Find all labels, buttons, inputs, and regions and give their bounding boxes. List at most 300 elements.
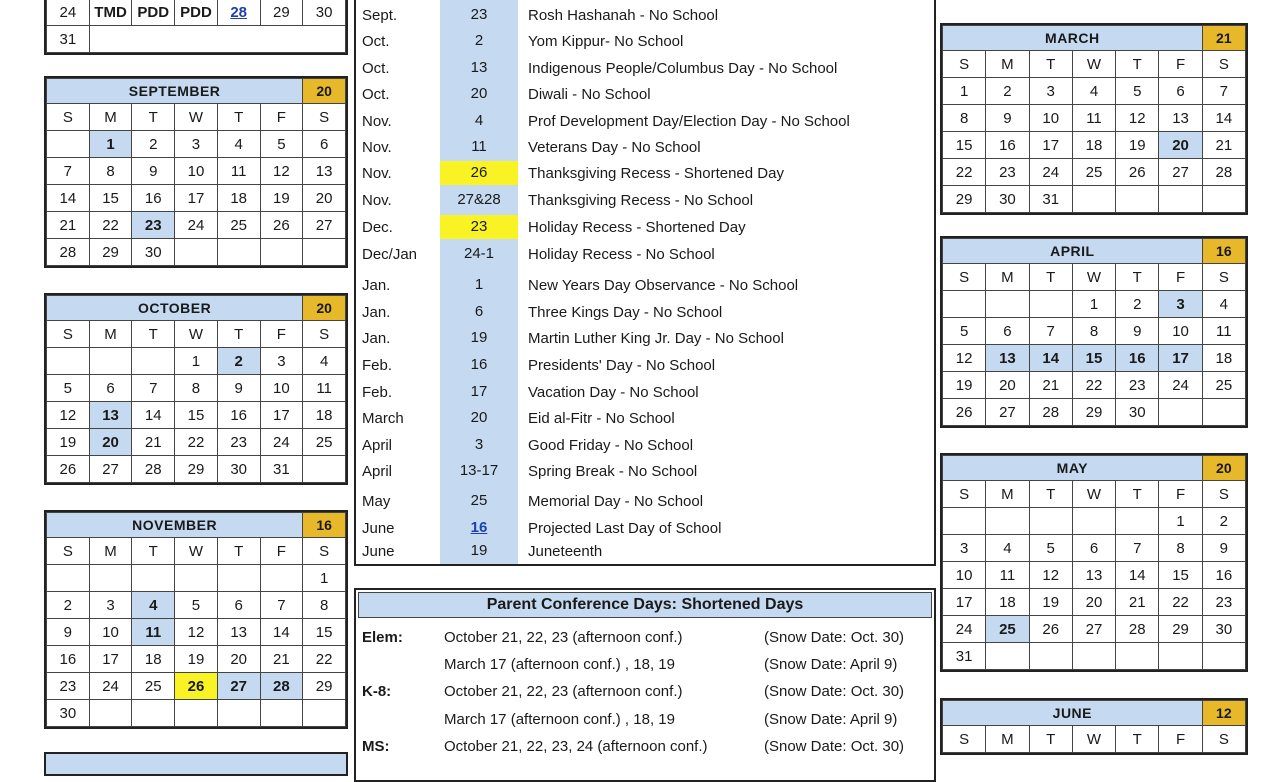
day-cell xyxy=(89,348,132,375)
month-name: JUNE xyxy=(943,701,1203,726)
day-cell: 30 xyxy=(132,239,175,266)
day-cell: 16 xyxy=(47,646,90,673)
day-cell xyxy=(175,239,218,266)
day-cell: 1 xyxy=(943,78,986,105)
day-cell: TMD xyxy=(89,0,132,26)
weekday-row xyxy=(943,481,1246,508)
day-cell: 20 xyxy=(1159,132,1202,159)
holiday-month: Nov. xyxy=(362,192,392,209)
conference-row xyxy=(356,626,934,648)
week-row xyxy=(47,456,346,483)
day-cell: 18 xyxy=(986,589,1029,616)
conference-dates: October 21, 22, 23, 24 (afternoon conf.) xyxy=(444,738,708,755)
day-cell: 30 xyxy=(986,186,1029,213)
day-cell: 23 xyxy=(47,673,90,700)
day-cell: 22 xyxy=(943,159,986,186)
day-cell: 29 xyxy=(943,186,986,213)
day-cell xyxy=(1029,291,1072,318)
holiday-month: Dec. xyxy=(362,219,393,236)
holiday-event: Presidents' Day - No School xyxy=(528,357,716,374)
day-cell: 14 xyxy=(1202,105,1245,132)
weekday-label: M xyxy=(986,264,1029,291)
holiday-date: 13-17 xyxy=(459,462,499,479)
holiday-date: 1 xyxy=(474,276,484,293)
day-cell: 18 xyxy=(1072,132,1115,159)
conference-row xyxy=(356,680,934,702)
holiday-row xyxy=(356,516,934,540)
holiday-row xyxy=(356,273,934,297)
holiday-row xyxy=(356,188,934,212)
week-row xyxy=(47,185,346,212)
day-cell: 25 xyxy=(1202,372,1245,399)
day-cell: 20 xyxy=(303,185,346,212)
month-header xyxy=(943,456,1246,481)
weekday-label: W xyxy=(175,104,218,131)
day-cell: 8 xyxy=(1159,535,1202,562)
day-cell: 19 xyxy=(1116,132,1159,159)
day-cell: 10 xyxy=(943,562,986,589)
day-cell: 12 xyxy=(260,158,303,185)
month-header xyxy=(47,513,346,538)
weekday-label: S xyxy=(47,104,90,131)
school-day-count: 12 xyxy=(1202,701,1245,726)
day-cell xyxy=(1159,186,1202,213)
month-header xyxy=(943,239,1246,264)
day-cell: 29 xyxy=(303,673,346,700)
weekday-label: S xyxy=(943,481,986,508)
day-cell: 19 xyxy=(260,185,303,212)
day-cell: 1 xyxy=(89,131,132,158)
april-calendar xyxy=(940,236,1248,428)
week-row xyxy=(943,616,1246,643)
school-day-count: 16 xyxy=(303,513,346,538)
day-cell: 21 xyxy=(132,429,175,456)
day-cell: 3 xyxy=(1029,78,1072,105)
day-cell: 13 xyxy=(303,158,346,185)
day-cell: 20 xyxy=(217,646,260,673)
holiday-event: New Years Day Observance - No School xyxy=(528,277,799,294)
day-cell xyxy=(1202,186,1245,213)
day-cell: 11 xyxy=(1202,318,1245,345)
holiday-date: 17 xyxy=(470,383,488,400)
weekday-label: S xyxy=(1202,264,1245,291)
day-cell: 26 xyxy=(175,673,218,700)
holiday-month: April xyxy=(362,437,393,454)
day-cell: 30 xyxy=(217,456,260,483)
weekday-label: W xyxy=(1072,481,1115,508)
day-cell: 31 xyxy=(47,26,90,53)
holiday-month: March xyxy=(362,410,404,427)
week-row xyxy=(47,429,346,456)
day-cell: 17 xyxy=(89,646,132,673)
day-cell: 1 xyxy=(303,565,346,592)
day-cell: 12 xyxy=(943,345,986,372)
holiday-month: June xyxy=(362,520,395,537)
day-cell: 9 xyxy=(1202,535,1245,562)
day-cell: 13 xyxy=(986,345,1029,372)
holiday-month: Feb. xyxy=(362,357,393,374)
day-cell: 29 xyxy=(1072,399,1115,426)
week-row xyxy=(47,239,346,266)
holiday-month: Nov. xyxy=(362,165,392,182)
holiday-month: Nov. xyxy=(362,139,392,156)
day-cell: 3 xyxy=(260,348,303,375)
day-cell xyxy=(175,565,218,592)
day-cell: 28 xyxy=(1116,616,1159,643)
weekday-label: T xyxy=(1116,481,1159,508)
holiday-date: 26 xyxy=(440,161,518,185)
week-row xyxy=(47,26,346,53)
day-cell: 30 xyxy=(303,0,346,26)
day-cell: 11 xyxy=(986,562,1029,589)
weekday-label: S xyxy=(1202,51,1245,78)
weekday-row xyxy=(47,538,346,565)
day-cell: 14 xyxy=(1116,562,1159,589)
week-row xyxy=(943,345,1246,372)
day-cell xyxy=(132,565,175,592)
day-cell: 17 xyxy=(260,402,303,429)
day-cell: 2 xyxy=(217,348,260,375)
holiday-month: Oct. xyxy=(362,60,390,77)
day-cell: 12 xyxy=(1116,105,1159,132)
weekday-label: M xyxy=(986,726,1029,753)
weekday-row xyxy=(943,726,1246,753)
holiday-month: Jan. xyxy=(362,277,391,294)
weekday-label: W xyxy=(1072,726,1115,753)
month-header xyxy=(943,26,1246,51)
holiday-month: Sept. xyxy=(362,7,398,24)
weekday-label: M xyxy=(986,51,1029,78)
day-cell: 22 xyxy=(175,429,218,456)
day-cell: 24 xyxy=(47,0,90,26)
day-cell: 20 xyxy=(89,429,132,456)
day-cell: 10 xyxy=(175,158,218,185)
holiday-event: Three Kings Day - No School xyxy=(528,304,723,321)
day-cell: 24 xyxy=(1159,372,1202,399)
holiday-date: 20 xyxy=(470,409,488,426)
day-cell xyxy=(303,456,346,483)
holiday-event: Spring Break - No School xyxy=(528,463,698,480)
holiday-date: 13 xyxy=(470,59,488,76)
holiday-row xyxy=(356,433,934,457)
day-cell: 7 xyxy=(1202,78,1245,105)
day-cell: 5 xyxy=(260,131,303,158)
day-cell: 2 xyxy=(47,592,90,619)
weekday-label: F xyxy=(260,321,303,348)
day-cell: 24 xyxy=(1029,159,1072,186)
day-cell: 2 xyxy=(1202,508,1245,535)
day-cell xyxy=(260,700,303,727)
day-cell: 30 xyxy=(1116,399,1159,426)
day-cell xyxy=(1029,508,1072,535)
weekday-row xyxy=(943,51,1246,78)
week-row xyxy=(943,132,1246,159)
week-row xyxy=(943,589,1246,616)
holiday-month: Oct. xyxy=(362,33,390,50)
day-cell: 6 xyxy=(217,592,260,619)
holiday-event: Holiday Recess - No School xyxy=(528,246,715,263)
day-cell xyxy=(986,643,1029,670)
weekday-label: T xyxy=(1116,51,1159,78)
day-cell xyxy=(943,508,986,535)
weekday-label: S xyxy=(47,321,90,348)
day-cell: 2 xyxy=(132,131,175,158)
holiday-date: 27&28 xyxy=(457,191,501,208)
day-cell: 4 xyxy=(1072,78,1115,105)
week-row xyxy=(943,562,1246,589)
day-cell: 23 xyxy=(986,159,1029,186)
day-cell: 15 xyxy=(89,185,132,212)
day-cell: 2 xyxy=(986,78,1029,105)
week-row xyxy=(943,535,1246,562)
holiday-event: Juneteenth xyxy=(528,543,603,560)
week-row xyxy=(47,158,346,185)
day-cell: 22 xyxy=(1072,372,1115,399)
weekday-label: S xyxy=(303,538,346,565)
day-cell: 11 xyxy=(1072,105,1115,132)
day-cell xyxy=(1116,508,1159,535)
day-cell: 24 xyxy=(260,429,303,456)
holiday-date: 20 xyxy=(470,85,488,102)
holiday-event: Thanksgiving Recess - No School xyxy=(528,192,754,209)
holiday-event: Martin Luther King Jr. Day - No School xyxy=(528,330,784,347)
day-cell: 11 xyxy=(303,375,346,402)
weekday-label: W xyxy=(175,538,218,565)
conference-row xyxy=(356,735,934,757)
day-cell xyxy=(1116,186,1159,213)
conference-level: Elem: xyxy=(362,629,403,646)
day-cell: 15 xyxy=(175,402,218,429)
day-cell: 8 xyxy=(1072,318,1115,345)
day-cell: 13 xyxy=(89,402,132,429)
day-cell: 9 xyxy=(217,375,260,402)
day-cell: 28 xyxy=(132,456,175,483)
day-cell: 30 xyxy=(47,700,90,727)
weekday-label: F xyxy=(260,538,303,565)
day-cell: 7 xyxy=(1116,535,1159,562)
day-cell: 26 xyxy=(1116,159,1159,186)
month-name: APRIL xyxy=(943,239,1203,264)
week-row xyxy=(943,291,1246,318)
day-cell xyxy=(217,700,260,727)
weekday-label: S xyxy=(943,726,986,753)
week-row xyxy=(47,348,346,375)
day-cell: 17 xyxy=(175,185,218,212)
day-cell: 27 xyxy=(217,673,260,700)
day-cell: 17 xyxy=(943,589,986,616)
day-cell: 31 xyxy=(260,456,303,483)
week-row xyxy=(47,646,346,673)
holiday-event: Eid al-Fitr - No School xyxy=(528,410,675,427)
conference-dates: October 21, 22, 23 (afternoon conf.) xyxy=(444,629,683,646)
day-cell xyxy=(1202,643,1245,670)
weekday-label: T xyxy=(1116,726,1159,753)
day-cell xyxy=(260,565,303,592)
holiday-date: 19 xyxy=(470,542,488,559)
day-cell: 28 xyxy=(1029,399,1072,426)
day-cell: 13 xyxy=(217,619,260,646)
day-cell: 4 xyxy=(217,131,260,158)
holiday-row xyxy=(356,242,934,266)
day-cell: 1 xyxy=(1159,508,1202,535)
day-cell: 9 xyxy=(986,105,1029,132)
day-cell: 26 xyxy=(260,212,303,239)
day-cell: 2 xyxy=(1116,291,1159,318)
weekday-label: S xyxy=(47,538,90,565)
day-cell: 10 xyxy=(1029,105,1072,132)
weekday-label: S xyxy=(1202,726,1245,753)
parent-conference-box xyxy=(354,588,936,782)
day-cell: 16 xyxy=(132,185,175,212)
day-cell: 29 xyxy=(1159,616,1202,643)
holiday-month: Dec/Jan xyxy=(362,246,418,263)
holiday-event: Veterans Day - No School xyxy=(528,139,701,156)
day-cell: 13 xyxy=(1072,562,1115,589)
holiday-event: Rosh Hashanah - No School xyxy=(528,7,719,24)
holiday-event: Memorial Day - No School xyxy=(528,493,704,510)
weekday-label: T xyxy=(1116,264,1159,291)
day-cell xyxy=(47,565,90,592)
holiday-event: Good Friday - No School xyxy=(528,437,694,454)
day-cell: 16 xyxy=(1116,345,1159,372)
week-row xyxy=(943,318,1246,345)
month-header xyxy=(943,701,1246,726)
snow-date: (Snow Date: Oct. 30) xyxy=(764,629,905,646)
day-cell: 24 xyxy=(943,616,986,643)
snow-date: (Snow Date: April 9) xyxy=(764,656,898,673)
day-cell: 22 xyxy=(1159,589,1202,616)
may-calendar xyxy=(940,453,1248,672)
conference-row xyxy=(356,708,934,730)
weekday-label: S xyxy=(303,104,346,131)
day-cell: 24 xyxy=(89,673,132,700)
weekday-label: S xyxy=(303,321,346,348)
day-cell: 11 xyxy=(217,158,260,185)
day-cell: 6 xyxy=(1159,78,1202,105)
weekday-label: F xyxy=(260,104,303,131)
holiday-row xyxy=(356,109,934,133)
day-cell xyxy=(217,565,260,592)
week-row xyxy=(47,673,346,700)
holiday-date: 11 xyxy=(471,138,487,155)
day-cell: 12 xyxy=(47,402,90,429)
day-cell: 29 xyxy=(175,456,218,483)
week-row xyxy=(47,565,346,592)
day-cell: 8 xyxy=(89,158,132,185)
day-cell: 21 xyxy=(260,646,303,673)
day-cell: 18 xyxy=(217,185,260,212)
conference-row xyxy=(356,653,934,675)
holiday-event: Holiday Recess - Shortened Day xyxy=(528,219,746,236)
holiday-event: Projected Last Day of School xyxy=(528,520,722,537)
weekday-label: T xyxy=(217,321,260,348)
school-day-count: 20 xyxy=(1202,456,1245,481)
holiday-date: 19 xyxy=(470,329,488,346)
day-cell xyxy=(175,700,218,727)
snow-date: (Snow Date: Oct. 30) xyxy=(764,683,905,700)
holiday-row xyxy=(356,380,934,404)
weekday-label: S xyxy=(943,264,986,291)
day-cell: 13 xyxy=(1159,105,1202,132)
day-cell xyxy=(47,348,90,375)
day-cell xyxy=(47,131,90,158)
school-day-count: 20 xyxy=(303,79,346,104)
snow-date: (Snow Date: April 9) xyxy=(764,711,898,728)
holiday-row xyxy=(356,135,934,159)
day-cell: 4 xyxy=(1202,291,1245,318)
day-cell: 23 xyxy=(132,212,175,239)
week-row xyxy=(47,402,346,429)
day-cell: 31 xyxy=(1029,186,1072,213)
day-cell: 21 xyxy=(1116,589,1159,616)
day-cell: 12 xyxy=(175,619,218,646)
day-cell: 5 xyxy=(1116,78,1159,105)
holiday-date: 23 xyxy=(470,6,488,23)
month-header xyxy=(47,296,346,321)
day-cell: 4 xyxy=(132,592,175,619)
weekday-label: T xyxy=(132,538,175,565)
week-row xyxy=(47,131,346,158)
week-row xyxy=(47,212,346,239)
day-cell: 4 xyxy=(303,348,346,375)
empty-cell xyxy=(89,26,345,53)
day-cell: 10 xyxy=(89,619,132,646)
holiday-event: Thanksgiving Recess - Shortened Day xyxy=(528,165,784,182)
day-cell: 17 xyxy=(1029,132,1072,159)
holiday-date: 24-1 xyxy=(463,245,495,262)
day-cell: 20 xyxy=(986,372,1029,399)
day-cell: 26 xyxy=(1029,616,1072,643)
holiday-row xyxy=(356,353,934,377)
day-cell: 7 xyxy=(132,375,175,402)
weekday-row xyxy=(47,321,346,348)
weekday-label: M xyxy=(89,321,132,348)
week-row xyxy=(47,619,346,646)
weekday-label: M xyxy=(986,481,1029,508)
day-cell xyxy=(260,239,303,266)
day-cell: 28 xyxy=(217,0,260,26)
holiday-row xyxy=(356,56,934,80)
day-cell: 23 xyxy=(1116,372,1159,399)
weekday-row xyxy=(943,264,1246,291)
day-cell xyxy=(132,700,175,727)
day-cell: 26 xyxy=(47,456,90,483)
holiday-month: Jan. xyxy=(362,330,391,347)
week-row xyxy=(943,105,1246,132)
day-cell xyxy=(89,700,132,727)
weekday-label: S xyxy=(943,51,986,78)
day-cell: 12 xyxy=(1029,562,1072,589)
week-row xyxy=(47,0,346,26)
day-cell: 29 xyxy=(260,0,303,26)
holiday-month: April xyxy=(362,463,393,480)
day-cell: 20 xyxy=(1072,589,1115,616)
holiday-row xyxy=(356,29,934,53)
conference-level: MS: xyxy=(362,738,390,755)
day-cell xyxy=(303,239,346,266)
august-calendar xyxy=(44,0,348,55)
day-cell: 21 xyxy=(1202,132,1245,159)
holiday-month: June xyxy=(362,543,395,560)
day-cell: 15 xyxy=(943,132,986,159)
school-day-count: 21 xyxy=(1202,26,1245,51)
day-cell: 14 xyxy=(1029,345,1072,372)
weekday-label: F xyxy=(1159,481,1202,508)
week-row xyxy=(943,159,1246,186)
day-cell: 22 xyxy=(303,646,346,673)
day-cell: 10 xyxy=(260,375,303,402)
june-calendar xyxy=(940,698,1248,755)
